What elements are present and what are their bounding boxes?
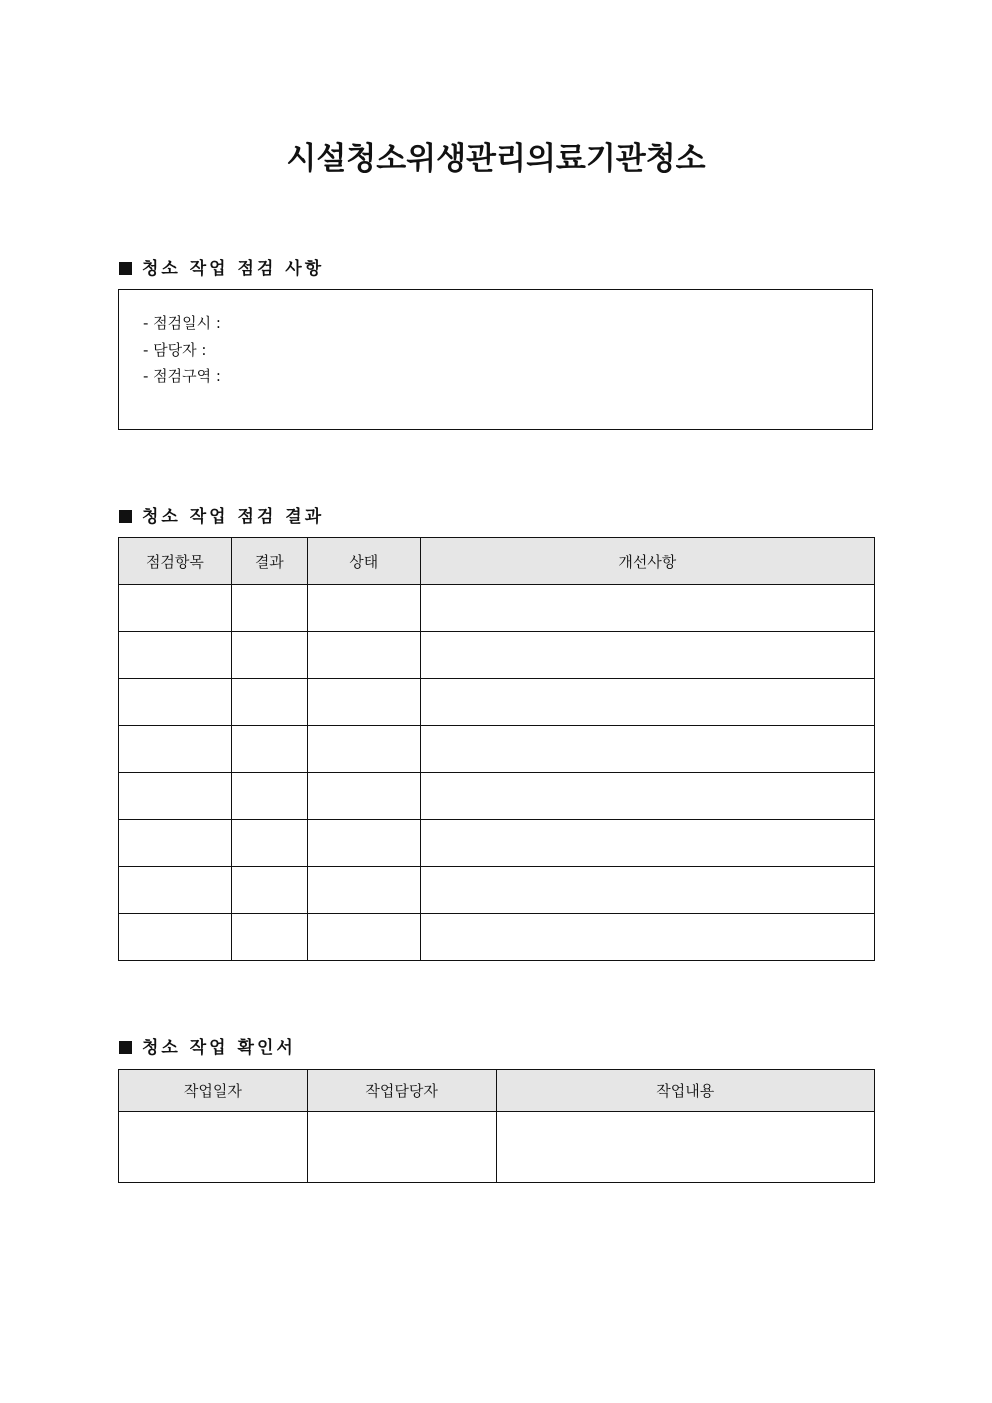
table-header-row — [119, 1070, 875, 1112]
table-cell[interactable] — [231, 867, 307, 914]
table-cell[interactable] — [420, 773, 874, 820]
table-cell[interactable] — [307, 867, 420, 914]
table-cell[interactable] — [307, 773, 420, 820]
inspection-info-box — [118, 289, 873, 430]
square-bullet-icon — [119, 1041, 132, 1054]
table-cell[interactable] — [231, 632, 307, 679]
table-cell[interactable] — [119, 679, 232, 726]
square-bullet-icon — [119, 510, 132, 523]
table-cell[interactable] — [420, 632, 874, 679]
table-cell[interactable] — [119, 914, 232, 961]
table-cell[interactable] — [119, 1112, 308, 1183]
document-title: 시설청소위생관리의료기관청소 — [286, 141, 706, 177]
section-heading-text: 청소 작업 점검 사항 — [142, 259, 325, 279]
table-cell[interactable] — [420, 726, 874, 773]
section-heading-text: 청소 작업 점검 결과 — [142, 507, 325, 527]
table-row — [119, 679, 875, 726]
table-row — [119, 820, 875, 867]
column-header-work-date: 작업일자 — [119, 1070, 308, 1112]
table-row — [119, 914, 875, 961]
table-cell[interactable] — [307, 585, 420, 632]
inspector-field[interactable]: - 담당자 : — [143, 340, 207, 359]
section-heading-inspection-items — [119, 254, 324, 279]
table-cell[interactable] — [420, 820, 874, 867]
table-header-row — [119, 538, 875, 585]
table-cell[interactable] — [420, 679, 874, 726]
column-header-item: 점검항목 — [119, 538, 232, 585]
table-cell[interactable] — [307, 632, 420, 679]
table-cell[interactable] — [420, 914, 874, 961]
table-cell[interactable] — [119, 726, 232, 773]
table-row — [119, 773, 875, 820]
table-cell[interactable] — [119, 773, 232, 820]
column-header-result: 결과 — [231, 538, 307, 585]
table-cell[interactable] — [119, 867, 232, 914]
table-cell[interactable] — [119, 632, 232, 679]
table-row — [119, 867, 875, 914]
square-bullet-icon — [119, 262, 132, 275]
column-header-work-content: 작업내용 — [496, 1070, 875, 1112]
work-confirmation-table — [118, 1069, 875, 1183]
table-cell[interactable] — [307, 820, 420, 867]
table-cell[interactable] — [307, 914, 420, 961]
table-cell[interactable] — [231, 726, 307, 773]
column-header-improvements: 개선사항 — [420, 538, 874, 585]
table-row — [119, 1112, 875, 1183]
table-cell[interactable] — [231, 679, 307, 726]
table-cell[interactable] — [119, 585, 232, 632]
inspection-results-table — [118, 537, 875, 961]
table-cell[interactable] — [496, 1112, 875, 1183]
inspection-area-field[interactable]: - 점검구역 : — [143, 367, 221, 385]
column-header-worker: 작업담당자 — [307, 1070, 496, 1112]
column-header-status: 상태 — [307, 538, 420, 585]
section-heading-inspection-results — [119, 502, 324, 527]
table-cell[interactable] — [307, 726, 420, 773]
table-row — [119, 632, 875, 679]
table-cell[interactable] — [420, 585, 874, 632]
table-cell[interactable] — [420, 867, 874, 914]
table-cell[interactable] — [231, 820, 307, 867]
table-row — [119, 585, 875, 632]
inspection-datetime-field[interactable]: - 점검일시 : — [143, 314, 221, 332]
table-cell[interactable] — [307, 679, 420, 726]
table-cell[interactable] — [231, 585, 307, 632]
section-heading-text: 청소 작업 확인서 — [142, 1038, 296, 1058]
table-cell[interactable] — [231, 914, 307, 961]
section-heading-work-confirmation — [119, 1033, 296, 1058]
table-row — [119, 726, 875, 773]
table-cell[interactable] — [231, 773, 307, 820]
table-cell[interactable] — [119, 820, 232, 867]
table-cell[interactable] — [307, 1112, 496, 1183]
